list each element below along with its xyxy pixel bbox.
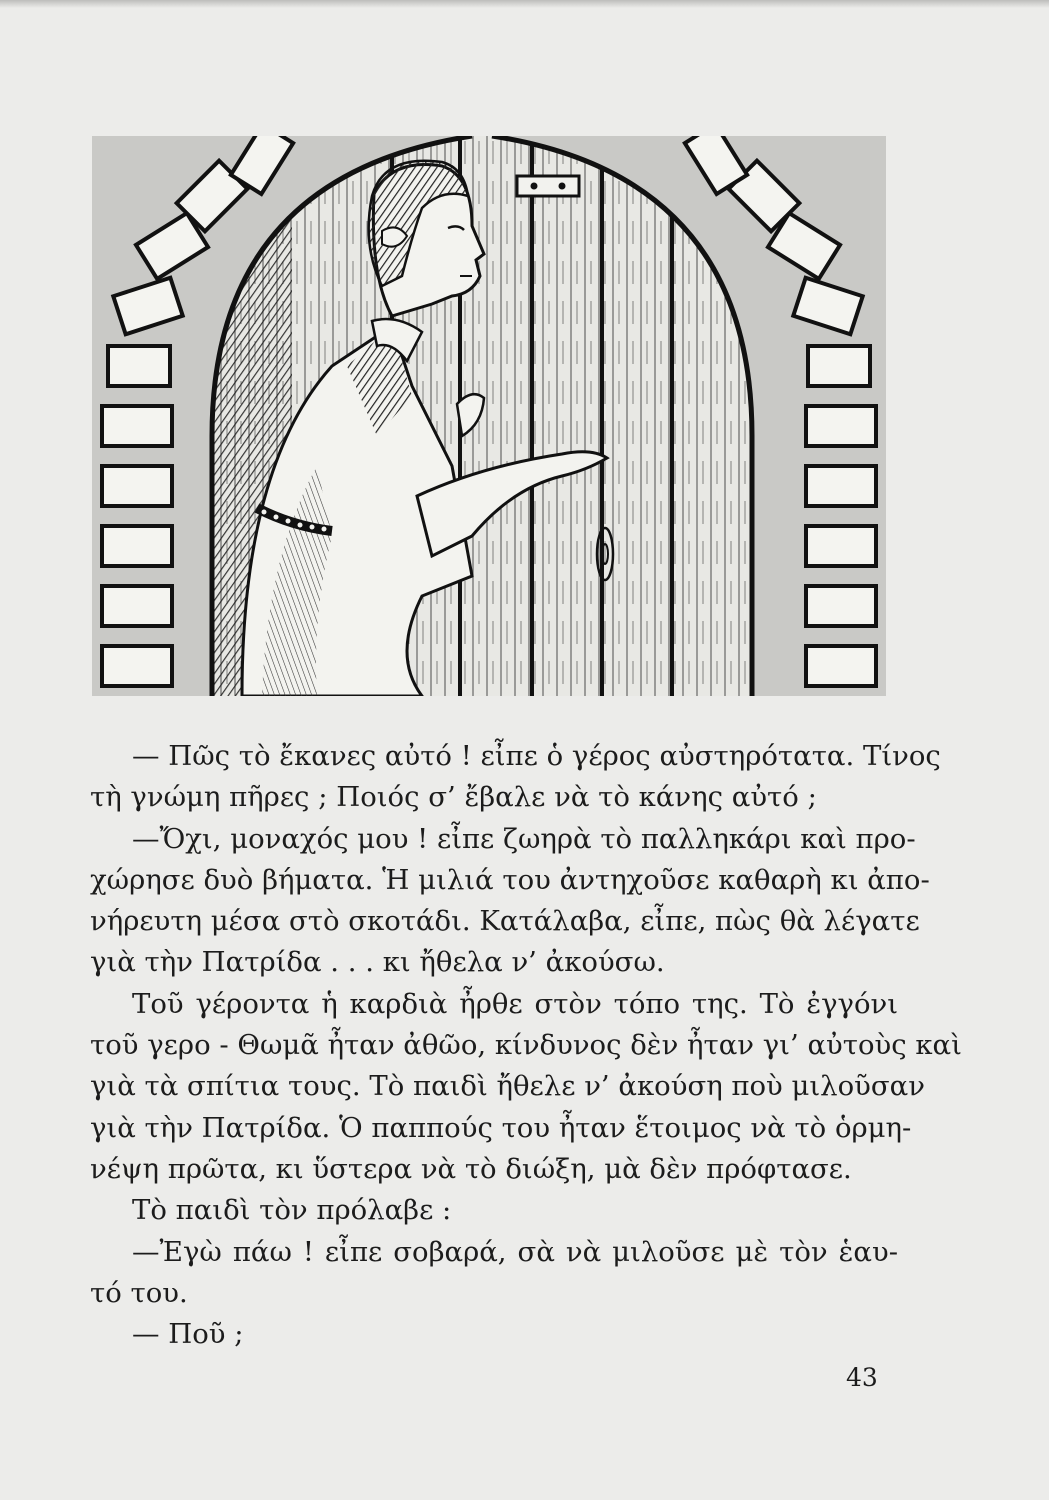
- text-line: Τοῦ γέροντα ἡ καρδιὰ ἦρθε στὸν τόπο της. Τὸ ἐγγόνι: [132, 987, 898, 1020]
- text-line: — Ποῦ ;: [132, 1318, 244, 1351]
- scan-top-shadow: [0, 0, 1049, 8]
- text-line: Τὸ παιδὶ τὸν πρόλαβε :: [132, 1194, 452, 1227]
- girl-at-door-illustration: [92, 136, 886, 696]
- text-line: χώρησε δυὸ βήματα. Ἡ μιλιά του ἀντηχοῦσε καθαρὴ κι ἀπο-: [90, 863, 930, 896]
- text-line: νήρευτη μέσα στὸ σκοτάδι. Κατάλαβα, εἶπε, πὼς θὰ λέγατε: [90, 905, 920, 938]
- text-line: γιὰ τὴν Πατρίδα . . . κι ἤθελα ν’ ἀκούσω.: [90, 946, 665, 979]
- text-line: τὴ γνώμη πῆρες ; Ποιός σ’ ἔβαλε νὰ τὸ κάνης αὐτό ;: [90, 781, 817, 814]
- text-line: νέψη πρῶτα, κι ὕστερα νὰ τὸ διώξη, μὰ δὲν πρόφτασε.: [90, 1152, 852, 1185]
- text-line: γιὰ τὴν Πατρίδα. Ὁ παππούς του ἦταν ἕτοιμος νὰ τὸ ὁρμη-: [90, 1111, 912, 1144]
- text-line: —Ἐγὼ πάω ! εἶπε σοβαρά, σὰ νὰ μιλοῦσε μὲ τὸν ἑαυ-: [132, 1235, 898, 1268]
- page-number: 43: [846, 1363, 878, 1392]
- text-line: τό του.: [90, 1276, 188, 1309]
- text-line: — Πῶς τὸ ἔκανες αὐτό ! εἶπε ὁ γέρος αὐστηρότατα. Τίνος: [132, 740, 941, 772]
- illustration: [92, 136, 886, 696]
- text-line: τοῦ γερο - Θωμᾶ ἦταν ἀθῶο, κίνδυνος δὲν ἦταν γι’ αὐτοὺς καὶ: [90, 1029, 962, 1062]
- body-text: [90, 736, 962, 1355]
- text-line: γιὰ τὰ σπίτια τους. Τὸ παιδὶ ἤθελε ν’ ἀκούση ποὺ μιλοῦσαν: [90, 1070, 925, 1103]
- text-line: —Ὄχι, μοναχός μου ! εἶπε ζωηρὰ τὸ παλληκάρι καὶ προ-: [132, 822, 916, 855]
